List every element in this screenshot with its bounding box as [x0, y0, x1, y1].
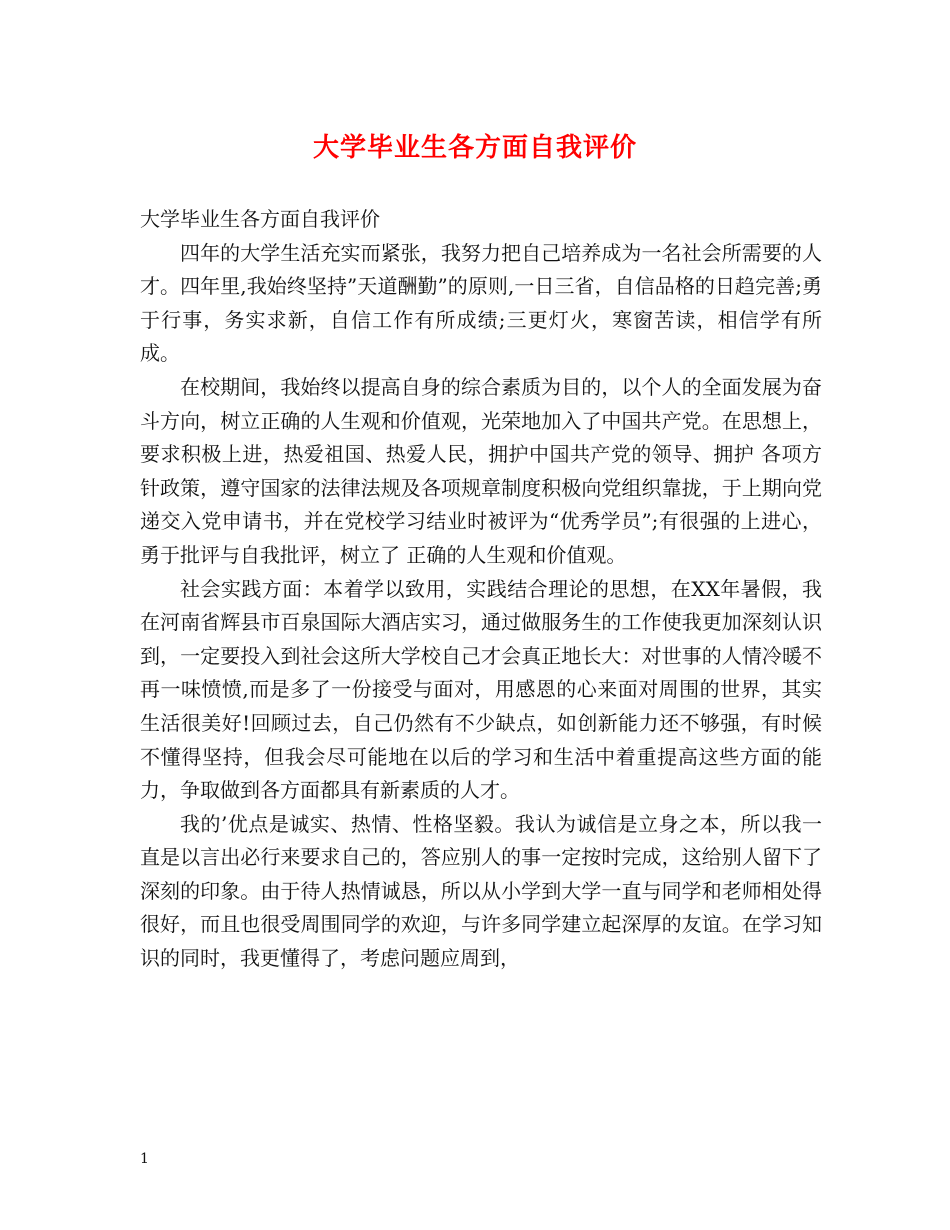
paragraph-4: 我的’优点是诚实、热情、性格坚毅。我认为诚信是立身之本，所以我一直是以言出必行来要求自己的，答应别人的事一定按时完成，这给别人留下了深刻的印象。由于待人热情诚恳，所以从小学到大学一直与同学和老师相处得很好，而且也很受周围同学的欢迎，与许多同学建立起深厚的友谊。在学习知识的同时，我更懂得了，考虑问题应周到，	[140, 811, 822, 971]
document-subtitle: 大学毕业生各方面自我评价	[140, 207, 380, 231]
page-number: 1	[140, 1151, 149, 1167]
document-body	[140, 203, 822, 976]
paragraph-2: 在校期间，我始终以提高自身的综合素质为目的，以个人的全面发展为奋斗方向，树立正确的人生观和价值观，光荣地加入了中国共产党。在思想上，要求积极上进，热爱祖国、热爱人民，拥护中国共产党的领导、拥护 各项方针政策，遵守国家的法律法规及各项规章制度积极向党组织靠拢，于上期向党递交入党申请书，并在党校学习结业时被评为“优秀学员”;有很强的上进心，勇于批评与自我批评，树立了 正确的人生观和价值观。	[140, 374, 822, 567]
paragraph-1: 四年的大学生活充实而紧张，我努力把自己培养成为一名社会所需要的人才。四年里,我始终坚持”天道酬勤”的原则,一日三省，自信品格的日趋完善;勇于行事，务实求新，自信工作有所成绩;三更灯火，寒窗苦读，相信学有所成。	[140, 240, 822, 366]
paragraph-3: 社会实践方面：本着学以致用，实践结合理论的思想，在XX年暑假，我在河南省辉县市百泉国际大酒店实习，通过做服务生的工作使我更加深刻认识到，一定要投入到社会这所大学校自己才会真正地长大：对世事的人情冷暖不再一味愤愤,而是多了一份接受与面对，用感恩的心来面对周围的世界，其实生活很美好!回顾过去，自己仍然有不少缺点，如创新能力还不够强，有时候不懂得坚持，但我会尽可能地在以后的学习和生活中着重提高这些方面的能力，争取做到各方面都具有新素质的人才。	[140, 576, 822, 803]
document-title: 大学毕业生各方面自我评价	[312, 133, 637, 163]
